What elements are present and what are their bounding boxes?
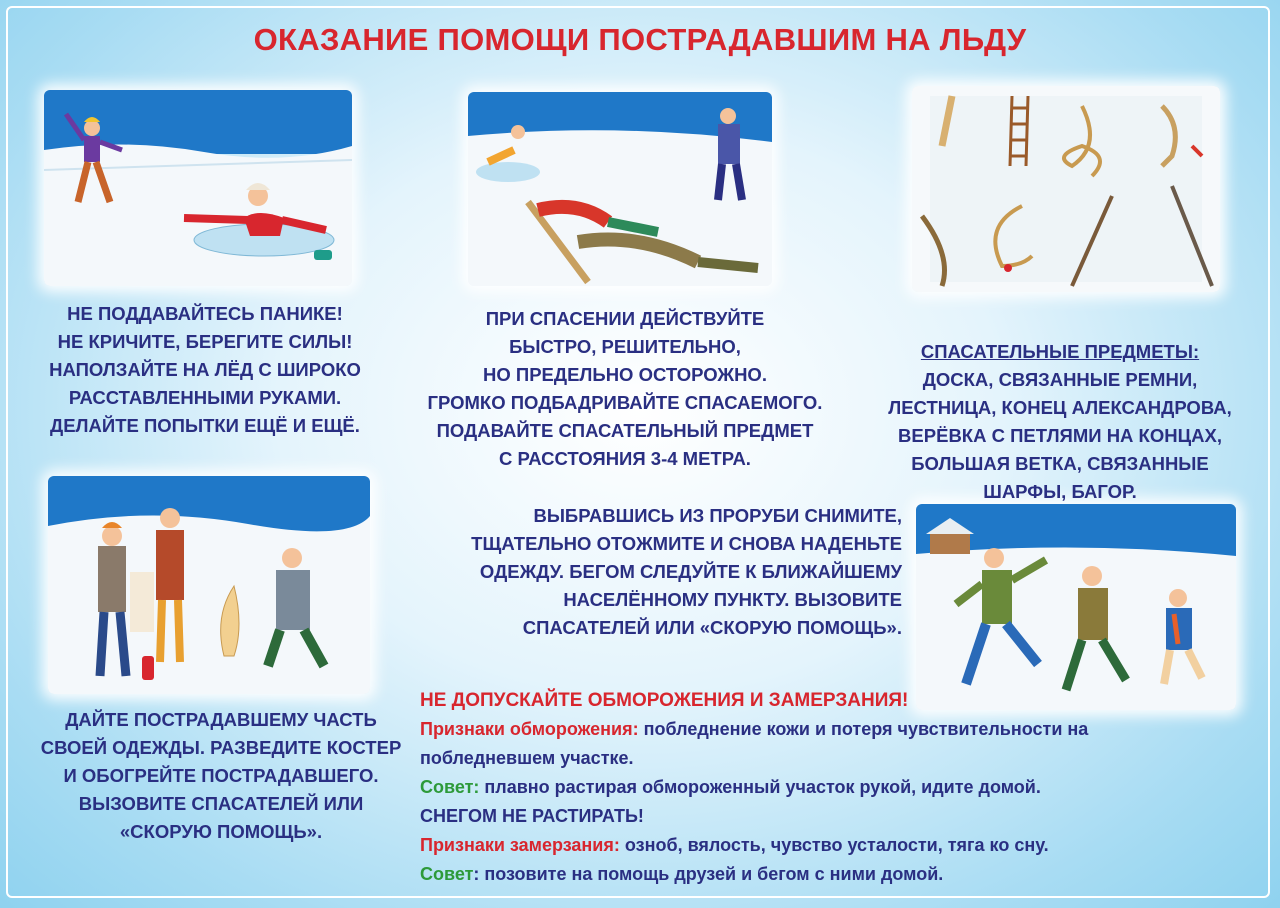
frostbite-warning: НЕ ДОПУСКАЙТЕ ОБМОРОЖЕНИЯ И ЗАМЕРЗАНИЯ! — [420, 690, 909, 711]
panic-advice-text: НЕ ПОДДАВАЙТЕСЬ ПАНИКЕ! НЕ КРИЧИТЕ, БЕРЕГИТЕ СИЛЫ! НАПОЛЗАЙТЕ НА ЛЁД С ШИРОКО РАССТАВЛЕННЫМИ РУКАМИ. ДЕЛАЙТЕ ПОПЫТКИ ЕЩЁ И ЕЩЁ. — [49, 303, 361, 436]
advice-text: плавно растирая обмороженный участок рукой, идите домой. — [479, 777, 1041, 797]
no-snow-rubbing: СНЕГОМ НЕ РАСТИРАТЬ! — [420, 806, 644, 826]
rescue-items-text — [860, 310, 1260, 534]
advice2-text: : позовите на помощь друзей и бегом с ними домой. — [473, 864, 944, 884]
frostbite-section — [420, 686, 1260, 889]
frostbite-signs-label: Признаки обморожения: — [420, 719, 639, 739]
freezing-signs-label: Признаки замерзания: — [420, 835, 620, 855]
page-title: ОКАЗАНИЕ ПОМОЩИ ПОСТРАДАВШИМ НА ЛЬДУ — [253, 22, 1027, 57]
frostbite-signs-text-cont: побледневшем участке. — [420, 748, 634, 768]
bonfire-advice-text: ДАЙТЕ ПОСТРАДАВШЕМУ ЧАСТЬ СВОЕЙ ОДЕЖДЫ. РАЗВЕДИТЕ КОСТЕР И ОБОГРЕЙТЕ ПОСТРАДАВШЕГО. ВЫЗОВИТЕ СПАСАТЕЛЕЙ ИЛИ «СКОРУЮ ПОМОЩЬ». — [40, 709, 402, 842]
after-rescue-advice-text: ВЫБРАВШИСЬ ИЗ ПРОРУБИ СНИМИТЕ, ТЩАТЕЛЬНО ОТОЖМИТЕ И СНОВА НАДЕНЬТЕ ОДЕЖДУ. БЕГОМ СЛЕДУЙТЕ К БЛИЖАЙШЕМУ НАСЕЛЁННОМУ ПУНКТУ. ВЫЗОВИТЕ СПАСАТЕЛЕЙ ИЛИ «СКОРУЮ ПОМОЩЬ». — [471, 505, 902, 638]
rescue-items-list: ДОСКА, СВЯЗАННЫЕ РЕМНИ, ЛЕСТНИЦА, КОНЕЦ АЛЕКСАНДРОВА, ВЕРЁВКА С ПЕТЛЯМИ НА КОНЦАХ, БОЛЬШАЯ ВЕТКА, СВЯЗАННЫЕ ШАРФЫ, БАГОР. — [888, 369, 1232, 502]
rescue-advice-text: ПРИ СПАСЕНИИ ДЕЙСТВУЙТЕ БЫСТРО, РЕШИТЕЛЬНО, НО ПРЕДЕЛЬНО ОСТОРОЖНО. ГРОМКО ПОДБАДРИВАЙТЕ СПАСАЕМОГО. ПОДАВАЙТЕ СПАСАТЕЛЬНЫЙ ПРЕДМЕТ С РАССТОЯНИЯ 3-4 МЕТРА. — [427, 308, 823, 469]
ice-rescue-picture — [44, 90, 352, 286]
ice-rescue-illustration — [44, 90, 352, 286]
frostbite-signs-text: побледнение кожи и потеря чувствительности на — [638, 719, 1089, 739]
bonfire-illustration — [48, 476, 370, 694]
advice-label: Совет: — [420, 777, 480, 797]
running-home-picture — [916, 504, 1236, 710]
rescue-items-picture — [912, 86, 1220, 292]
bonfire-picture — [48, 476, 370, 694]
rescue-items-illustration — [912, 86, 1220, 292]
freezing-signs-text: озноб, вялость, чувство усталости, тяга ко сну. — [619, 835, 1049, 855]
running-home-illustration — [916, 504, 1236, 710]
rescuer-crawling-picture — [468, 92, 772, 286]
advice2-label: Совет — [420, 864, 474, 884]
rescuer-crawling-illustration — [468, 92, 772, 286]
rescue-items-heading: СПАСАТЕЛЬНЫЕ ПРЕДМЕТЫ: — [920, 341, 1200, 362]
